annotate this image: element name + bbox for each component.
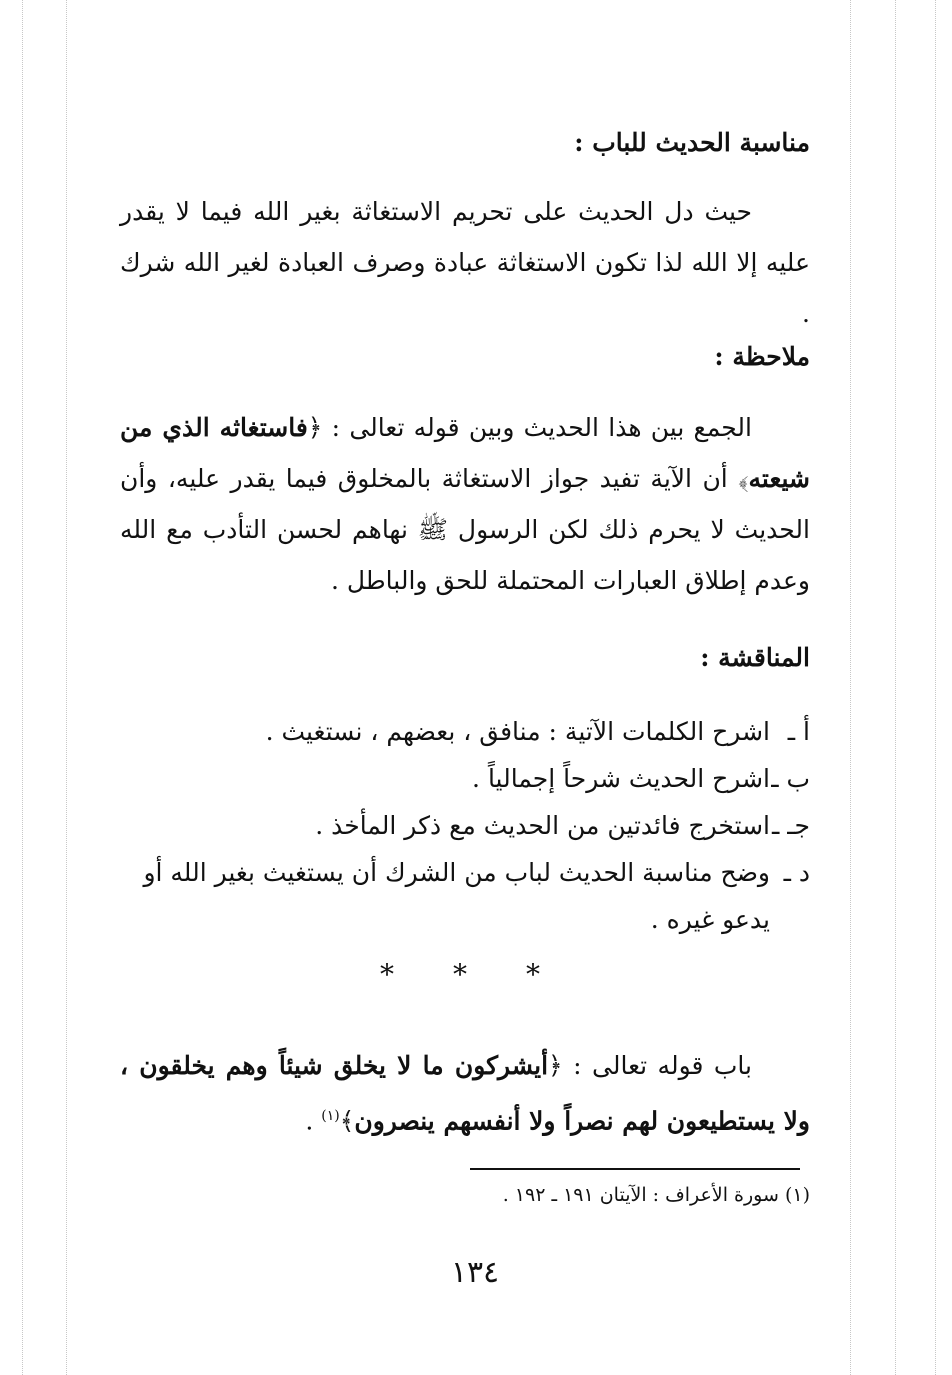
list-item	[120, 849, 810, 943]
margin-guide	[850, 0, 851, 1375]
list-marker: د ـ	[783, 858, 810, 887]
separator-star: *	[526, 958, 540, 991]
list-marker: جـ ـ	[771, 811, 810, 840]
note-paragraph	[120, 402, 810, 606]
margin-guide	[895, 0, 896, 1375]
list-item	[120, 755, 810, 802]
chapter-intro: باب قوله تعالى : ﴿	[548, 1051, 752, 1080]
note-verse: فاستغاثه الذي من شيعته	[120, 413, 810, 493]
chapter-paragraph	[120, 1040, 810, 1146]
section-separator	[380, 958, 540, 991]
footnote: (١) سورة الأعراف : الآيتان ١٩١ ـ ١٩٢ .	[502, 1184, 810, 1206]
chapter-verse: أيشركون ما لا يخلق شيئاً وهم يخلقون ، ولا يستطيعون لهم نصراً ولا أنفسهم ينصرون	[120, 1051, 810, 1136]
margin-guide	[66, 0, 67, 1375]
chapter-end: .	[305, 1106, 322, 1136]
relevance-heading: مناسبة الحديث للباب :	[574, 128, 810, 157]
note-intro: الجمع بين هذا الحديث وبين قوله تعالى : ﴿	[307, 413, 752, 442]
margin-guide	[22, 0, 23, 1375]
separator-star: *	[380, 958, 394, 991]
list-marker: أ ـ	[787, 717, 810, 746]
discussion-heading: المناقشة :	[700, 643, 810, 672]
footnote-ref: (١)	[321, 1108, 340, 1124]
separator-star: *	[453, 958, 467, 991]
discussion-list	[120, 708, 810, 943]
list-text: وضح مناسبة الحديث لباب من الشرك أن يستغيث بغير الله أو يدعو غيره .	[143, 858, 770, 934]
relevance-text: حيث دل الحديث على تحريم الاستغاثة بغير الله فيما لا يقدر عليه إلا الله لذا تكون الاستغاثة عبادة وصرف العبادة لغير الله شرك .	[120, 197, 810, 328]
relevance-paragraph	[120, 186, 810, 339]
list-marker: ب ـ	[771, 764, 810, 793]
note-heading: ملاحظة :	[714, 342, 810, 371]
chapter-close: ﴾	[339, 1106, 355, 1136]
list-text: استخرج فائدتين من الحديث مع ذكر المأخذ .	[315, 811, 770, 840]
page-number: ١٣٤	[450, 1255, 500, 1290]
list-item	[120, 708, 810, 755]
list-text: اشرح الحديث شرحاً إجمالياً .	[472, 764, 770, 793]
list-item	[120, 802, 810, 849]
note-rest: ﴾ أن الآية تفيد جواز الاستغاثة بالمخلوق فيما يقدر عليه، وأن الحديث لا يحرم ذلك لكن الرسول ﷺ نهاهم لحسن التأدب مع الله وعدم إطلاق العبارات المحتملة للحق والباطل .	[120, 464, 810, 595]
footnote-rule	[470, 1168, 800, 1170]
list-text: اشرح الكلمات الآتية : منافق ، بعضهم ، نستغيث .	[265, 717, 770, 746]
margin-guide	[935, 0, 936, 1375]
